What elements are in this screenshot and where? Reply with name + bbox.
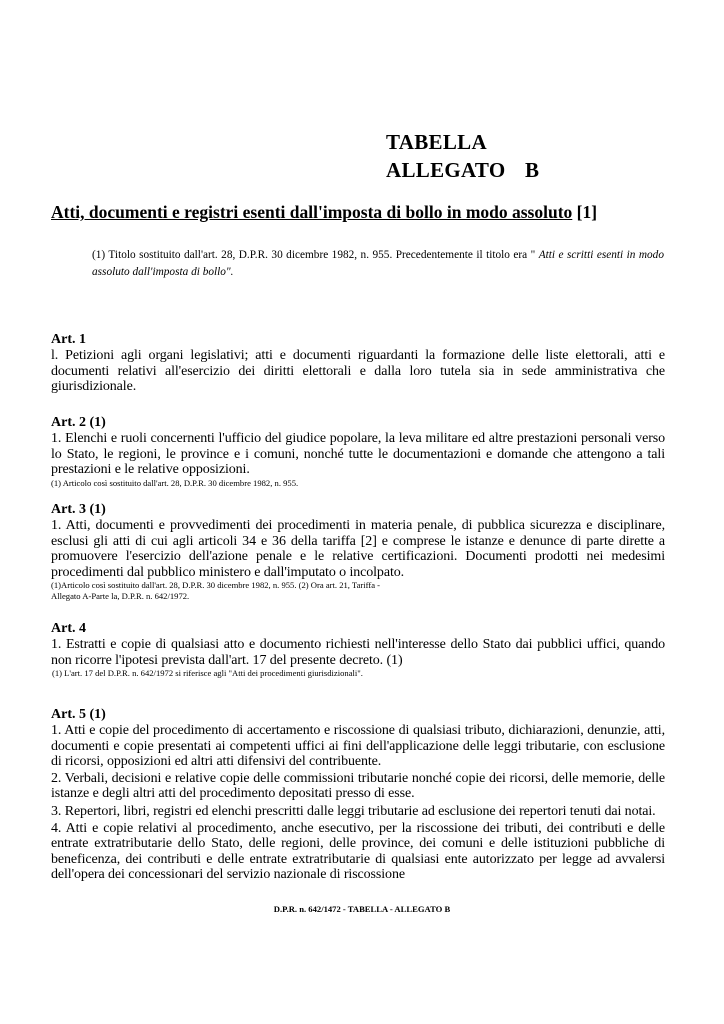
document-title-ref: [1] [576,202,598,222]
article-heading: Art. 3 (1) [51,502,106,517]
article-footnote: Allegato A-Parte la, D.P.R. n. 642/1972. [51,591,190,601]
article-heading: Art. 1 [51,332,86,347]
article-2 [51,415,665,489]
heading-tabella: TABELLA [386,130,487,154]
article-heading: Art. 4 [51,621,86,636]
article-heading: Art. 5 (1) [51,707,106,722]
article-paragraph: l. Petizioni agli organi legislativi; atti e documenti riguardanti la formazione delle liste elettorali, atti e documenti relativi all'esercizio dei diritti elettorali e dalla loro tutela sia in sede amministrativa che giurisdizionale. [51,348,665,394]
heading-allegato: ALLEGATO B [386,158,540,182]
article-3 [51,502,665,602]
article-paragraph: 3. Repertori, libri, registri ed elenchi prescritti dalle leggi tributarie ad esclusione dei repertori tenuti dai notai. [51,803,656,819]
title-footnote [92,247,664,281]
article-footnote: (1) Articolo così sostituito dall'art. 28, D.P.R. 30 dicembre 1982, n. 955. [51,477,299,488]
article-footnote: (1)Articolo così sostituito dall'art. 28, D.P.R. 30 dicembre 1982, n. 955. (2) Ora art. 21, Tariffa - [51,580,381,590]
article-paragraph: 1. Atti, documenti e provvedimenti dei procedimenti in materia penale, di pubblica sicurezza e disciplinare, esclusi gli atti di cui agli articoli 34 e 36 della tariffa [2] e comprese le istanze e denunce di parte dirette a promuovere l'esercizio dell'azione penale e le relative certificazioni. Documenti prodotti nei medesimi procedimenti dal pubblico ministero e dall'imputato o incolpato. [51,518,665,580]
heading-block [386,128,539,184]
document-title [51,200,691,224]
article-paragraph: 2. Verbali, decisioni e relative copie delle commissioni tributarie nonché copie dei ricorsi, delle memorie, delle istanze e degli altri atti del procedimento depositati presso di esse. [51,770,665,801]
article-paragraph: 1. Elenchi e ruoli concernenti l'ufficio del giudice popolare, la leva militare ed altre prestazioni personali verso lo Stato, le regioni, le province e i comuni, nonché tutte le documentazioni e domande che attengono a tali prestazioni e le relative opposizioni. [51,431,665,477]
article-paragraph: 1. Estratti e copie di qualsiasi atto e documento richiesti nell'interesse dello Stato dai pubblici uffici, quando non ricorre l'ipotesi prevista dall'art. 17 del presente decreto. (1) [51,637,665,668]
article-4 [51,621,665,679]
title-footnote-text: (1) Titolo sostituito dall'art. 28, D.P.R. 30 dicembre 1982, n. 955. Precedentemente il titolo era " [92,249,536,261]
title-footnote-quote: Atti e scritti esenti in modo assoluto dall'imposta di bollo". [92,249,664,278]
article-1 [51,332,665,395]
article-paragraph: 4. Atti e copie relativi al procedimento, anche esecutivo, per la riscossione dei tributi, dei contributi e delle entrate extratributarie dello Stato, delle regioni, delle province, dei comuni e delle istituzioni pubbliche di beneficenza, dei contributi e delle entrate extratributarie di qualsiasi ente autorizzato per legge ad avvalersi dell'opera dei concessionari del servizio nazionale di riscossione [51,820,665,882]
page-footer: D.P.R. n. 642/1472 - TABELLA - ALLEGATO B [273,904,451,914]
article-5 [51,707,665,883]
article-heading: Art. 2 (1) [51,415,106,430]
document-title-text: Atti, documenti e registri esenti dall'imposta di bollo in modo assoluto [51,202,573,222]
article-paragraph: 1. Atti e copie del procedimento di accertamento e riscossione di qualsiasi tributo, dichiarazioni, denunzie, atti, documenti e copie presentati ai competenti uffici ai fini dell'applicazione delle leggi tributarie, con esclusione di ricorsi, opposizioni ed altri atti difensivi del contribuente. [51,723,665,769]
article-footnote: (1) L'art. 17 del D.P.R. n. 642/1972 si riferisce agli "Atti dei procedimenti giurisdizionali". [52,668,363,678]
